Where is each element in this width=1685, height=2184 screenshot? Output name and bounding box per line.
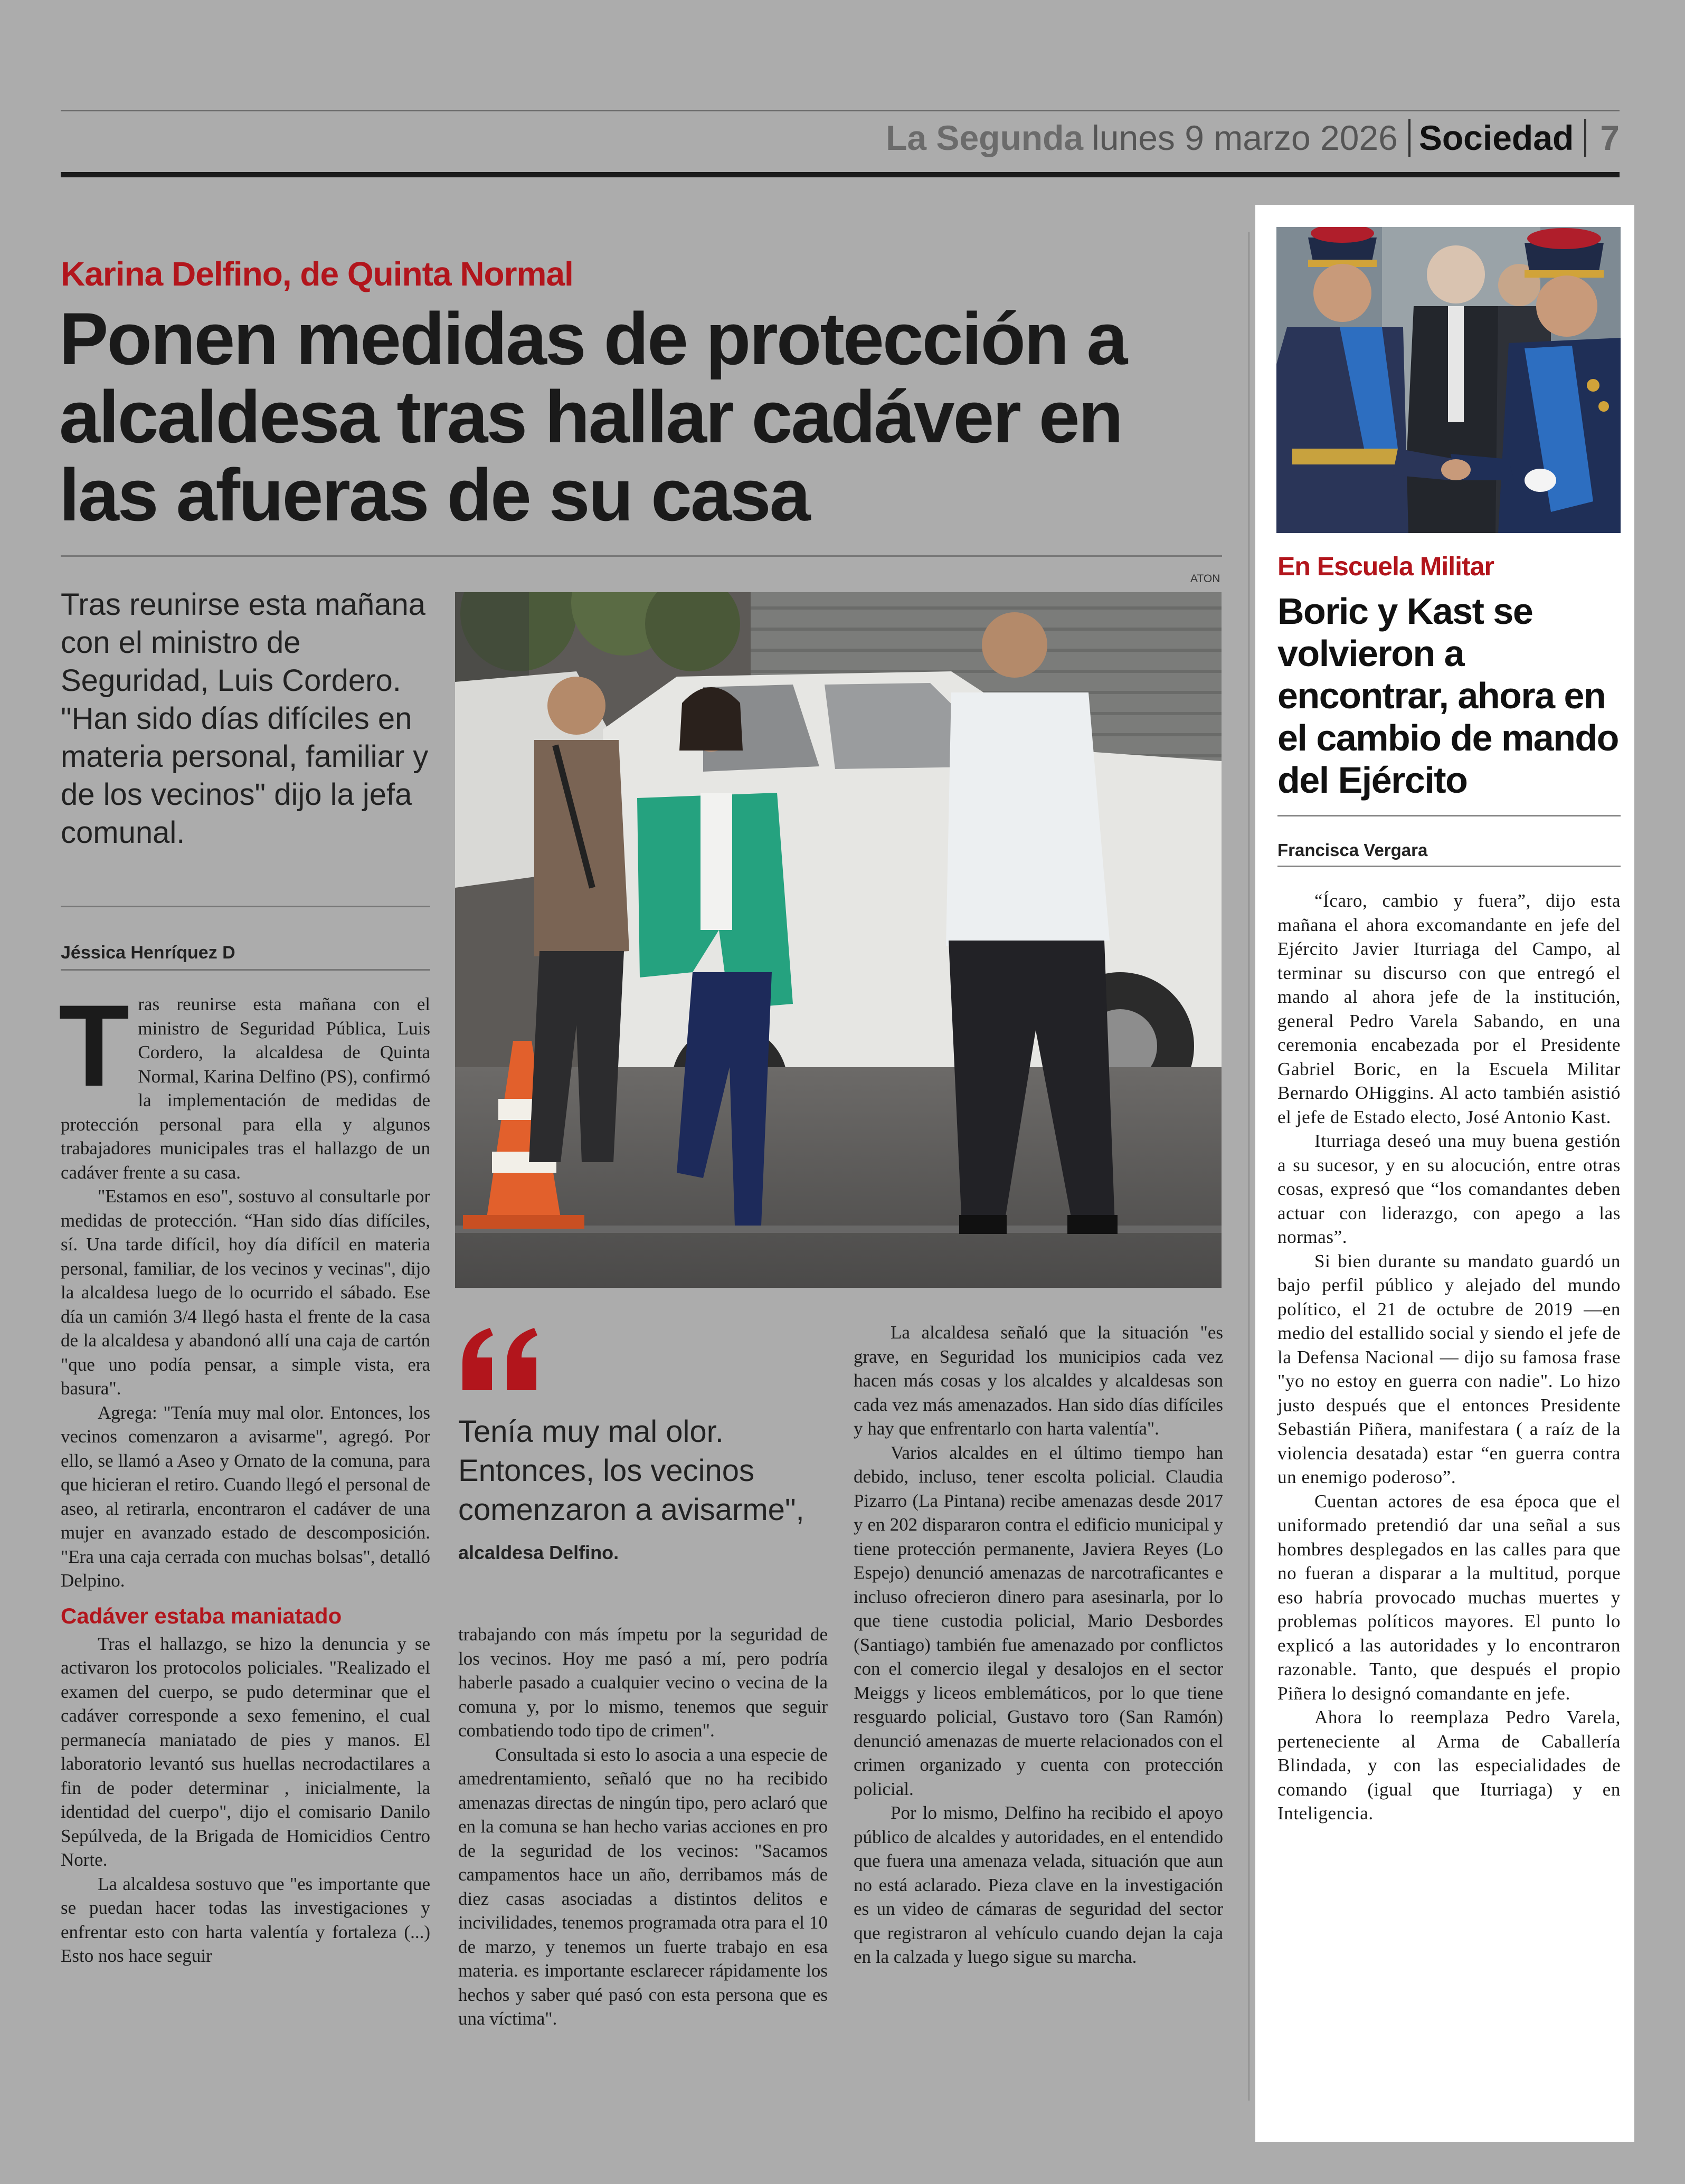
masthead-bottom-rule — [61, 172, 1620, 177]
newspaper-name: La Segunda — [886, 118, 1084, 157]
sidebar-divider — [1248, 232, 1249, 2101]
sidebar-photo — [1276, 227, 1621, 533]
pull-quote-attribution: alcaldesa Delfino. — [458, 1542, 619, 1563]
article-paragraph: trabajando con más ímpetu por la seguridad de los vecinos. Hoy me pasó a mí, pero podría haberle pasado a cualquier vecino o vecina de la comuna y, por lo mismo, tenemos que seguir combatiendo todo tipo de crimen". — [458, 1624, 828, 1741]
sidebar-kicker: En Escuela Militar — [1277, 552, 1494, 581]
byline-rule-top — [61, 906, 430, 907]
article-paragraph: Por lo mismo, Delfino ha recibido el apoyo público de alcaldes y autoridades, en el entendido que fuera una amenaza velada, situación que aun no está aclarado. Pieza clave en la investigación es un video de cámaras de seguridad del sector que registraron al vehículo cuando dejan la caja en la calzada y luego sigue su marcha. — [854, 1802, 1223, 1967]
article-dek: Tras reunirse esta mañana con el ministro de Seguridad, Luis Cordero. "Han sido días difíciles en materia personal, familiar y de los vecinos" dijo la jefa comunal. — [61, 587, 429, 850]
masthead-divider — [1584, 119, 1586, 157]
byline-rule-bottom — [61, 969, 430, 971]
photo-credit: ATON — [1190, 573, 1220, 585]
sidebar-paragraph: Iturriaga deseó una muy buena gestión a su sucesor, y en su alocución, entre otras cosas, expresó que “los comandantes deben actuar con liderazgo, con apego a las normas”. — [1277, 1131, 1621, 1247]
page-number: 7 — [1600, 118, 1620, 157]
article-paragraph: La alcaldesa sostuvo que "es importante que se puedan hacer todas las investigaciones y enfrentar esto con harta valentía y fortaleza (...) Esto nos hace seguir — [61, 1873, 430, 1966]
article-paragraph: Agrega: "Tenía muy mal olor. Entonces, los vecinos comenzaron a avisarme", agregó. Por ello, se llamó a Aseo y Ornato de la comuna, para que hicieran el retiro. Cuando llegó el personal de aseo, al retirarla, encontraron el cadáver de una mujer en avanzado estado de descomposición. "Era una caja cerrada con muchas bolsas", detalló Delpino. — [61, 1402, 430, 1591]
sidebar-paragraph: “Ícaro, cambio y fuera”, dijo esta mañana el ahora excomandante en jefe del Ejército Javier Iturriaga del Campo, al terminar su discurso con que entregó el mando al ahora jefe de la institución, general Pedro Varela Sabando, en una ceremonia encabezada por el Presidente Gabriel Boric, en la Escuela Militar Bernardo OHiggins. Al acto también asistió el jefe de Estado electo, José Antonio Kast. — [1277, 890, 1621, 1127]
article-column-2 — [458, 1622, 828, 2031]
section-name: Sociedad — [1418, 118, 1574, 157]
drop-cap: T — [59, 981, 130, 1110]
article-byline: Jéssica Henríquez D — [61, 943, 235, 963]
pull-quote — [458, 1412, 838, 1572]
article-paragraph: Varios alcaldes en el último tiempo han debido, incluso, tener escolta policial. Claudia Pizarro (La Pintana) recibe amenazas desde 2017 y en 202 dispararon contra el edificio municipal y tiene protección permanente, Javiera Reyes (Lo Espejo) denunció amenazas de narcotraficantes e incluso ofrecieron dinero para asesinarla, por lo que tiene custodia policial, Mario Desbordes (Santiago) también fue amenazado por conflictos con el comercio ilegal y desalojos en el sector Meiggs y liceos emblemáticos, por lo que tiene resguardo policial, Gustavo toro (San Ramón) denunció amenazas de muerte relacionados con el crimen organizado y cuenta con protección policial. — [854, 1442, 1223, 1799]
sidebar-paragraph: Si bien durante su mandato guardó un bajo perfil público y alejado del mundo político, el 21 de octubre de 2019 —en medio del estallido social y siendo el jefe de la Defensa Nacional — dijo su famosa frase "yo no estoy en guerra con nadie". Lo hizo justo después que el entonces Presidente Sebastián Piñera, manifestara ( a raíz de la violencia desatada) estar “en guerra contra un enemigo poderoso”. — [1277, 1250, 1621, 1487]
pull-quote-text: Tenía muy mal olor. Entonces, los vecinos comenzaron a avisarme", — [458, 1414, 804, 1527]
masthead — [886, 115, 1620, 160]
article-paragraph: Tras el hallazgo, se hizo la denuncia y se activaron los protocolos policiales. "Realizado el examen del cuerpo, se pudo determinar que el cadáver corresponde a sexo femenino, el cual permanecía maniatado de pies y manos. El laboratorio levantó sus huellas necrodactilares a fin de poder determinar , inicialmente, la identidad del cuerpo", dijo el comisario Danilo Sepúlveda, de la Brigada de Homicidios Centro Norte. — [61, 1633, 430, 1870]
article-paragraph: La alcaldesa señaló que la situación "es grave, en Seguridad los municipios cada vez hacen más cosas y los alcaldes y alcaldesas son cada vez más amenazados. Han sido días difíciles y hay que enfrentarlo con harta valentía". — [854, 1322, 1223, 1439]
article-column-1 — [59, 981, 430, 1968]
article-subhead: Cadáver estaba maniatado — [61, 1603, 342, 1628]
article-headline: Ponen medidas de protección a alcaldesa tras hallar cadáver en las afueras de su casa — [59, 297, 1127, 536]
masthead-top-rule — [61, 110, 1620, 111]
masthead-divider — [1408, 119, 1411, 157]
headline-rule — [61, 555, 1222, 557]
sidebar-byline: Francisca Vergara — [1277, 840, 1428, 860]
sidebar-byline-rule-top — [1277, 815, 1621, 816]
sidebar-body — [1277, 889, 1621, 1826]
quote-mark-icon — [458, 1325, 543, 1393]
sidebar-byline-rule-bottom — [1277, 866, 1621, 867]
article-paragraph: Consultada si esto lo asocia a una especie de amedrentamiento, señaló que no ha recibido amenazas directas de ningún tipo, pero aclaró que en la comuna se han hecho varias acciones en pro de la seguridad de los vecinos: "Sacamos campamentos hace un año, derribamos más de diez casas asociadas a distintos delitos e incivilidades, tenemos programada otra para el 10 de marzo, y tenemos un fuerte trabajo en esa materia. es importante esclarecer rápidamente los hechos y saber qué pasó con esta persona que es una víctima". — [458, 1744, 828, 2029]
main-article-photo — [455, 592, 1222, 1288]
article-paragraph: "Estamos en eso", sostuvo al consultarle por medidas de protección. “Han sido días difíciles, sí. Una tarde difícil, hoy día difícil en materia personal, familiar, de los vecinos y vecinas", dijo la alcaldesa luego de lo ocurrido el sábado. Ese día un camión 3/4 llegó hasta el frente de la casa de la alcaldesa y abandonó allí una caja de cartón "que uno podía pensar, a simple vista, era basura". — [61, 1186, 430, 1399]
sidebar-paragraph: Ahora lo reemplaza Pedro Varela, perteneciente al Arma de Caballería Blindada, y con las especialidades de comando (igual que Iturriaga) y en Inteligencia. — [1277, 1707, 1621, 1824]
sidebar-headline: Boric y Kast se volvieron a encontrar, ahora en el cambio de mando del Ejército — [1277, 591, 1618, 801]
article-column-3 — [854, 1321, 1223, 1969]
article-paragraph: ras reunirse esta mañana con el ministro de Seguridad Pública, Luis Cordero, la alcaldesa de Quinta Normal, Karina Delfino (PS), confirmó la implementación de medidas de protección personal para ella y algunos trabajadores municipales tras el hallazgo de un cadáver frente a su casa. — [61, 994, 430, 1183]
issue-date: lunes 9 marzo 2026 — [1092, 118, 1398, 157]
sidebar-paragraph: Cuentan actores de esa época que el uniformado pretendió dar una señal a sus hombres desplegados en las calles para que no fueran a disparar a la multitud, porque eso habría provocado muchas muertes y problemas políticos mayores. El punto lo explicó a las autoridades y lo encontraron razonable. Tanto, que después el propio Piñera lo designó comandante en jefe. — [1277, 1490, 1621, 1704]
article-kicker: Karina Delfino, de Quinta Normal — [61, 255, 573, 293]
